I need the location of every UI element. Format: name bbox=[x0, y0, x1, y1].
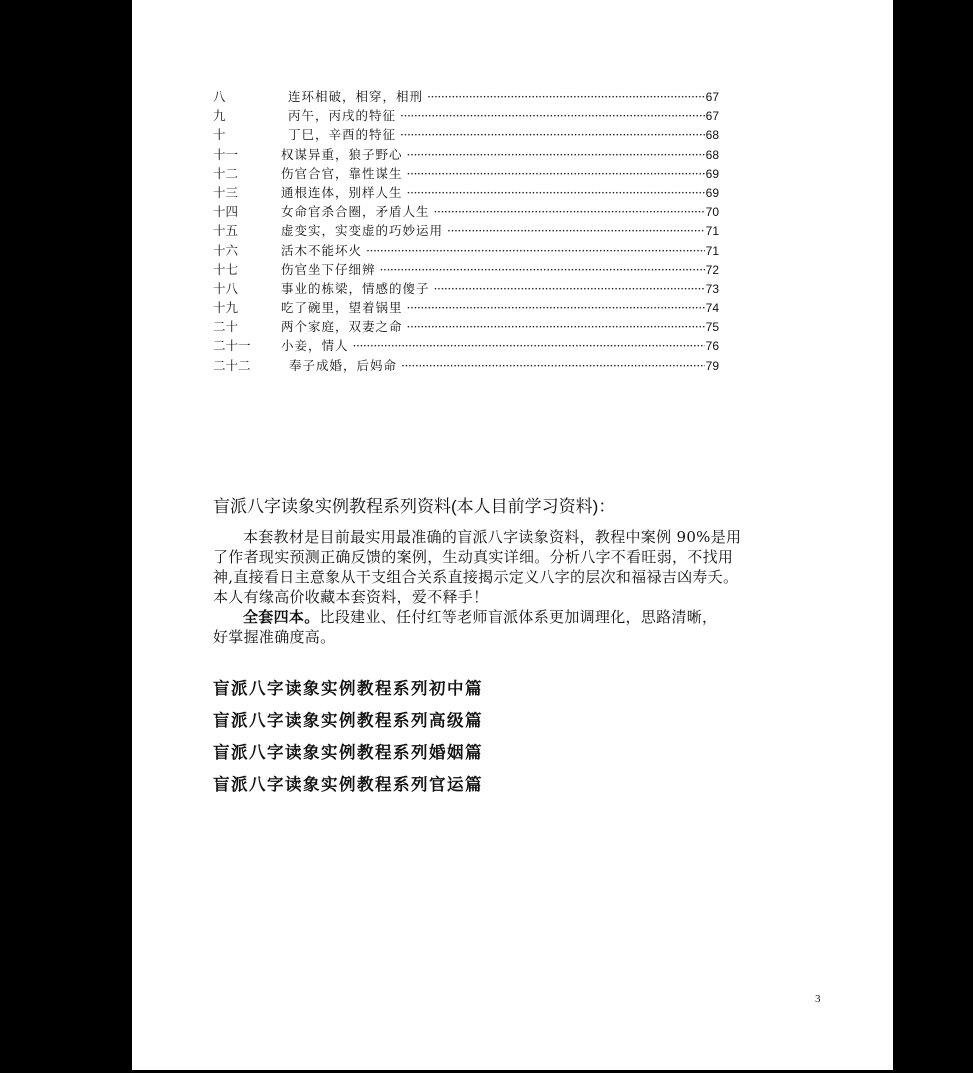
toc-leader-dots bbox=[400, 125, 705, 144]
toc-entry bbox=[213, 164, 719, 183]
toc-entry-page: 71 bbox=[705, 224, 719, 239]
toc-entry bbox=[213, 336, 719, 355]
toc-leader-dots bbox=[407, 298, 705, 317]
toc-entry bbox=[213, 125, 719, 144]
toc-entry bbox=[213, 87, 719, 106]
toc-entry bbox=[213, 241, 719, 260]
toc-entry-number: 十四 bbox=[213, 204, 239, 220]
toc-entry-number: 十三 bbox=[213, 184, 239, 200]
book-title: 盲派八字读象实例教程系列高级篇 bbox=[213, 711, 483, 730]
toc-entry-number: 十六 bbox=[213, 242, 239, 258]
toc-entry-number: 二十二 bbox=[213, 357, 251, 373]
toc-leader-dots bbox=[447, 221, 705, 240]
section-heading: 盲派八字读象实例教程系列资料(本人目前学习资料)： bbox=[213, 497, 616, 516]
toc-leader-dots bbox=[380, 260, 705, 279]
toc-entry-title: 伤官合官，靠性谋生 bbox=[281, 165, 403, 181]
toc-entry-number: 十 bbox=[213, 127, 226, 143]
toc-entry bbox=[213, 298, 719, 317]
toc-entry-title: 奉子成婚，后妈命 bbox=[289, 357, 398, 373]
toc-entry-number: 十八 bbox=[213, 280, 239, 296]
toc-leader-dots bbox=[407, 183, 705, 202]
toc-leader-dots bbox=[366, 241, 705, 260]
intro-line: 了作者现实预测正确反馈的案例，生动真实详细。分析八字不看旺弱，不找用 bbox=[213, 548, 734, 566]
toc-entry-number: 十一 bbox=[213, 146, 239, 162]
toc-entry-title: 事业的栋梁，情感的傻子 bbox=[281, 280, 430, 296]
toc-entry-page: 69 bbox=[705, 166, 719, 181]
book-title: 盲派八字读象实例教程系列婚姻篇 bbox=[213, 743, 483, 762]
toc-entry-title: 虚变实，实变虚的巧妙运用 bbox=[281, 223, 444, 239]
intro-line: 好掌握准确度高。 bbox=[213, 628, 336, 646]
toc-entry-page: 76 bbox=[705, 339, 719, 354]
toc-leader-dots bbox=[407, 145, 705, 164]
toc-entry-title: 权谋异重，狼子野心 bbox=[281, 146, 403, 162]
toc-entry-number: 二十一 bbox=[213, 338, 251, 354]
intro-line: 本套教材是目前最实用最准确的盲派八字读象资料，教程中案例 90%是用 bbox=[243, 528, 742, 546]
intro-line: 神,直接看日主意象从干支组合关系直接揭示定义八字的层次和福禄吉凶寿夭。 bbox=[213, 568, 739, 586]
full-set-label: 全套四本。 bbox=[243, 608, 320, 626]
toc-entry-page: 79 bbox=[705, 358, 719, 373]
toc-entry bbox=[213, 260, 719, 279]
toc-entry-title: 吃了碗里，望着锅里 bbox=[281, 300, 403, 316]
toc-entry bbox=[213, 356, 719, 375]
toc-entry bbox=[213, 317, 719, 336]
toc-entry-page: 70 bbox=[705, 205, 719, 220]
toc-entry-page: 75 bbox=[705, 320, 719, 335]
intro-line bbox=[213, 607, 825, 627]
book-list bbox=[213, 673, 483, 801]
toc-entry-number: 十七 bbox=[213, 261, 239, 277]
toc-entry-page: 74 bbox=[705, 301, 719, 316]
toc-entry-title: 连环相破，相穿，相刑 bbox=[288, 89, 424, 104]
toc-entry-page: 69 bbox=[705, 185, 719, 200]
toc-entry-page: 67 bbox=[705, 90, 719, 104]
toc-leader-dots bbox=[353, 336, 705, 355]
toc-leader-dots bbox=[427, 87, 705, 106]
toc-entry-page: 68 bbox=[705, 128, 719, 143]
page-number: 3 bbox=[815, 993, 821, 1005]
toc-entry-number: 十五 bbox=[213, 223, 239, 239]
intro-line: 本人有缘高价收藏本套资料，爱不释手！ bbox=[213, 588, 489, 606]
table-of-contents bbox=[213, 87, 719, 375]
toc-leader-dots bbox=[400, 106, 705, 125]
toc-entry-title: 女命官杀合圈，矛盾人生 bbox=[281, 204, 430, 220]
toc-entry-title: 小妾，情人 bbox=[281, 338, 349, 354]
toc-entry-number: 二十 bbox=[213, 319, 239, 335]
book-title: 盲派八字读象实例教程系列初中篇 bbox=[213, 679, 483, 698]
toc-entry-title: 通根连体，别样人生 bbox=[281, 184, 403, 200]
document-page bbox=[132, 0, 893, 1070]
toc-entry bbox=[213, 183, 719, 202]
toc-entry bbox=[213, 279, 719, 298]
toc-entry-title: 两个家庭，双妻之命 bbox=[281, 319, 403, 335]
book-title: 盲派八字读象实例教程系列官运篇 bbox=[213, 775, 483, 794]
toc-entry-title: 丙午，丙戌的特征 bbox=[288, 108, 397, 124]
toc-entry bbox=[213, 145, 719, 164]
toc-leader-dots bbox=[401, 356, 705, 375]
toc-entry bbox=[213, 202, 719, 221]
toc-entry-page: 71 bbox=[705, 243, 719, 258]
toc-entry-number: 十二 bbox=[213, 165, 239, 181]
toc-leader-dots bbox=[407, 317, 705, 336]
toc-entry-title: 伤官坐下仔细辨 bbox=[281, 261, 376, 277]
toc-entry-page: 67 bbox=[705, 109, 719, 124]
toc-entry-page: 73 bbox=[705, 281, 719, 296]
toc-entry-page: 68 bbox=[705, 147, 719, 162]
toc-entry bbox=[213, 221, 719, 240]
toc-leader-dots bbox=[434, 279, 705, 298]
toc-entry-title: 丁巳，辛酉的特征 bbox=[288, 127, 397, 143]
toc-entry-number: 十九 bbox=[213, 300, 239, 316]
toc-leader-dots bbox=[407, 164, 705, 183]
toc-entry bbox=[213, 106, 719, 125]
toc-leader-dots bbox=[434, 202, 705, 221]
intro-paragraph bbox=[213, 527, 825, 647]
toc-entry-number: 九 bbox=[213, 108, 226, 124]
toc-entry-title: 活木不能坏火 bbox=[281, 242, 363, 258]
toc-entry-number: 八 bbox=[213, 89, 226, 104]
full-set-description: 比段建业、任付红等老师盲派体系更加调理化，思路清晰， bbox=[319, 608, 718, 626]
toc-entry-page: 72 bbox=[705, 262, 719, 277]
